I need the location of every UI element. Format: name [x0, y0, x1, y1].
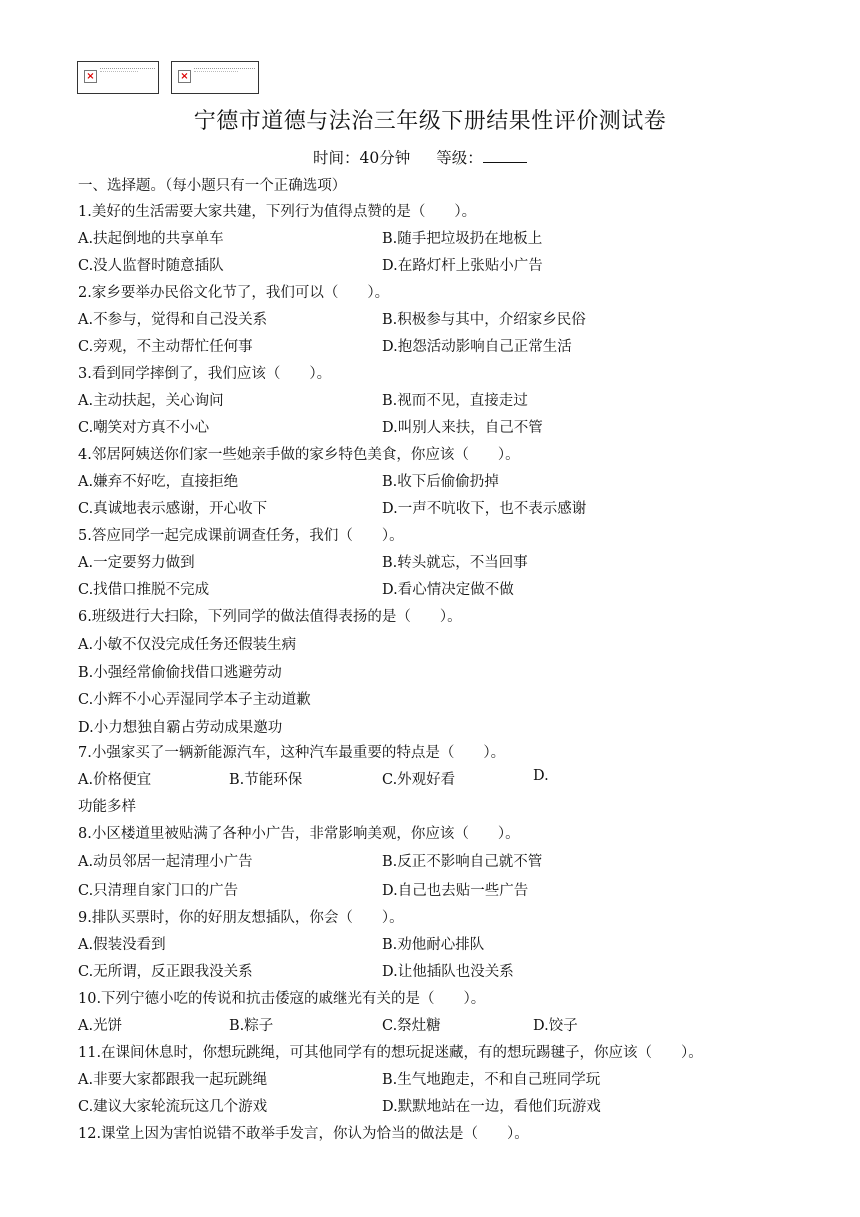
- option-9c: C.无所谓，反正跟我没关系: [78, 964, 253, 980]
- option-10b: B.粽子: [229, 1018, 274, 1034]
- question-7: 7.小强家买了一辆新能源汽车，这种汽车最重要的特点是（ ）。: [78, 745, 506, 761]
- broken-image-placeholder-1: [77, 61, 159, 94]
- option-2c: C.旁观，不主动帮忙任何事: [78, 339, 253, 355]
- option-3c: C.嘲笑对方真不小心: [78, 420, 210, 436]
- exam-info: [313, 146, 527, 168]
- option-1c: C.没人监督时随意插队: [78, 258, 224, 274]
- option-9d: D.让他插队也没关系: [382, 964, 514, 980]
- option-6d: D.小力想独自霸占劳动成果邀功: [78, 720, 283, 736]
- time-limit: 时间：40分钟: [313, 149, 411, 167]
- option-10a: A.光饼: [78, 1018, 123, 1034]
- option-11d: D.默默地站在一边，看他们玩游戏: [382, 1099, 601, 1115]
- option-11b: B.生气地跑走，不和自己班同学玩: [382, 1072, 601, 1088]
- option-7d: D.: [533, 768, 549, 784]
- option-8c: C.只清理自家门口的广告: [78, 883, 239, 899]
- option-5c: C.找借口推脱不完成: [78, 582, 210, 598]
- option-4a: A.嫌弃不好吃，直接拒绝: [78, 474, 239, 490]
- section-heading: 一、选择题。（每小题只有一个正确选项）: [78, 178, 347, 194]
- question-8: 8.小区楼道里被贴满了各种小广告，非常影响美观，你应该（ ）。: [78, 826, 520, 842]
- option-7a: A.价格便宜: [78, 772, 152, 788]
- option-4c: C.真诚地表示感谢，开心收下: [78, 501, 268, 517]
- grade-blank[interactable]: [483, 148, 527, 163]
- option-1a: A.扶起倒地的共享单车: [78, 231, 224, 247]
- option-2d: D.抱怨活动影响自己正常生活: [382, 339, 572, 355]
- broken-image-icon: ×: [84, 70, 97, 83]
- option-4d: D.一声不吭收下，也不表示感谢: [382, 501, 587, 517]
- option-9b: B.劝他耐心排队: [382, 937, 485, 953]
- placeholder-caption: [194, 71, 238, 74]
- question-10: 10.下列宁德小吃的传说和抗击倭寇的戚继光有关的是（ ）。: [78, 991, 486, 1007]
- option-5a: A.一定要努力做到: [78, 555, 195, 571]
- option-11c: C.建议大家轮流玩这几个游戏: [78, 1099, 268, 1115]
- option-10c: C.祭灶糖: [382, 1018, 441, 1034]
- option-8d: D.自己也去贴一些广告: [382, 883, 529, 899]
- broken-image-icon: ×: [178, 70, 191, 83]
- page-title: 宁德市道德与法治三年级下册结果性评价测试卷: [193, 109, 667, 134]
- question-5: 5.答应同学一起完成课前调查任务，我们（ ）。: [78, 528, 404, 544]
- option-8b: B.反正不影响自己就不管: [382, 854, 543, 870]
- option-1b: B.随手把垃圾扔在地板上: [382, 231, 543, 247]
- option-2b: B.积极参与其中，介绍家乡民俗: [382, 312, 586, 328]
- question-11: 11.在课间休息时，你想玩跳绳，可其他同学有的想玩捉迷藏，有的想玩踢毽子，你应该（ ）。: [78, 1045, 703, 1061]
- option-11a: A.非要大家都跟我一起玩跳绳: [78, 1072, 268, 1088]
- option-10d: D.饺子: [533, 1018, 578, 1034]
- question-1: 1.美好的生活需要大家共建，下列行为值得点赞的是（ ）。: [78, 204, 477, 220]
- option-6c: C.小辉不小心弄湿同学本子主动道歉: [78, 692, 311, 708]
- question-9: 9.排队买票时，你的好朋友想插队，你会（ ）。: [78, 910, 404, 926]
- question-4: 4.邻居阿姨送你们家一些她亲手做的家乡特色美食，你应该（ ）。: [78, 447, 520, 463]
- question-6: 6.班级进行大扫除，下列同学的做法值得表扬的是（ ）。: [78, 609, 462, 625]
- option-5b: B.转头就忘，不当回事: [382, 555, 528, 571]
- option-5d: D.看心情决定做不做: [382, 582, 514, 598]
- option-8a: A.动员邻居一起清理小广告: [78, 854, 253, 870]
- option-7c: C.外观好看: [382, 772, 456, 788]
- option-6b: B.小强经常偷偷找借口逃避劳动: [78, 665, 282, 681]
- option-2a: A.不参与，觉得和自己没关系: [78, 312, 268, 328]
- question-2: 2.家乡要举办民俗文化节了，我们可以（ ）。: [78, 285, 390, 301]
- question-3: 3.看到同学摔倒了，我们应该（ ）。: [78, 366, 332, 382]
- option-6a: A.小敏不仅没完成任务还假装生病: [78, 637, 297, 653]
- option-7b: B.节能环保: [229, 772, 303, 788]
- option-4b: B.收下后偷偷扔掉: [382, 474, 499, 490]
- option-9a: A.假装没看到: [78, 937, 166, 953]
- option-3b: B.视而不见，直接走过: [382, 393, 528, 409]
- broken-image-placeholder-2: [171, 61, 259, 94]
- question-12: 12.课堂上因为害怕说错不敢举手发言，你认为恰当的做法是（ ）。: [78, 1126, 529, 1142]
- option-3a: A.主动扶起，关心询问: [78, 393, 224, 409]
- option-1d: D.在路灯杆上张贴小广告: [382, 258, 543, 274]
- grade-label: 等级：: [436, 149, 483, 167]
- placeholder-caption: [100, 71, 138, 74]
- option-7d-text: 功能多样: [78, 799, 136, 815]
- option-3d: D.叫别人来扶，自己不管: [382, 420, 543, 436]
